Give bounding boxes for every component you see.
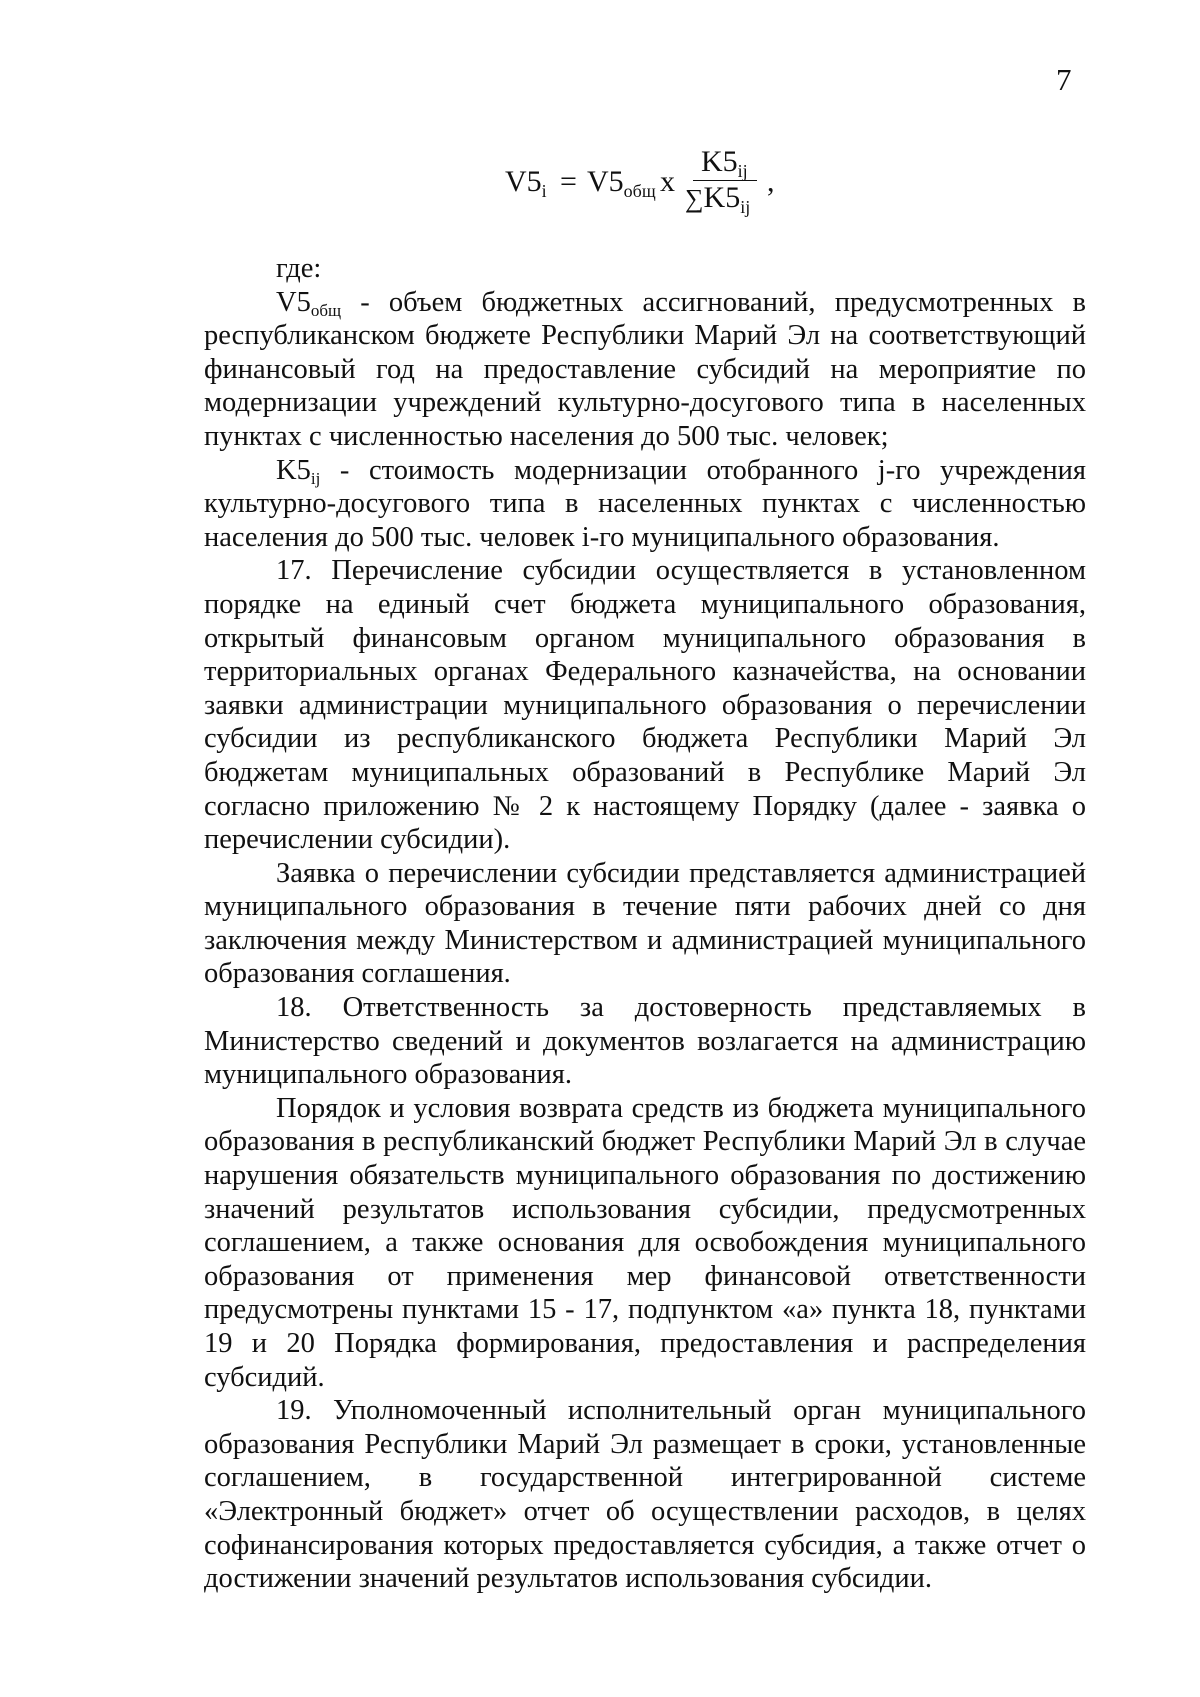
formula-total: $V5_{общ}$	[587, 165, 656, 201]
symbol-v5: $V5_{общ}$	[276, 286, 342, 320]
formula-times: x	[660, 165, 675, 198]
paragraph-refund-procedure: Порядок и условия возврата средств из бюджета муниципального образования в республиканский бюджет Республики Марий Эл в случае нарушения обязательств муниципального образования по достижению значений результатов использования субсидии, предусмотренных соглашением, а также основания для освобождения муниципального образования от применения мер финансовой ответственности предусмотрены пунктами 15 - 17, подпунктом «а» пункта 18, пунктами 19 и 20 Порядка формирования, предоставления и распределения субсидий.	[204, 1092, 1086, 1393]
paragraph-19: 19. Уполномоченный исполнительный орган муниципального образования Республики Марий Эл размещает в сроки, установленные соглашением, в государственной интегрированной системе «Электронный бюджет» отчет об осуществлении расходов, в целях софинансирования которых предоставляется субсидия, а также отчет о достижении значений результатов использования субсидии.	[204, 1395, 1086, 1595]
body-text	[204, 252, 1086, 1596]
sum-sign: ∑	[685, 184, 704, 213]
formula-comma: ,	[767, 165, 775, 198]
paragraph-18: 18. Ответственность за достоверность представляемых в Министерство сведений и документов возлагается на администрацию муниципального образования.	[204, 992, 1086, 1091]
definition-v5: $V5_{общ}$ - объем бюджетных ассигнований, предусмотренных в республиканском бюджете Республики Марий Эл на соответствующий финансовый год на предоставление субсидий на мероприятие по модернизации учреждений культурно-досугового типа в населенных пунктах с численностью населения до 500 тыс. человек;	[204, 286, 1086, 452]
formula-equals: =	[560, 165, 577, 198]
symbol-k5: $K5_{ij}$	[276, 454, 321, 488]
paragraph-17: 17. Перечисление субсидии осуществляется в установленном порядке на единый счет бюджета муниципального образования, открытый финансовым органом муниципального образования в территориальных органах Федерального казначейства, на основании заявки администрации муниципального образования о перечислении субсидии из республиканского бюджета Республики Марий Эл бюджетам муниципальных образований в Республике Марий Эл согласно приложению № 2 к настоящему Порядку (далее - заявка о перечислении субсидии).	[204, 555, 1086, 856]
formula-lhs: $V5_i$	[505, 165, 547, 201]
where-label: где:	[276, 253, 322, 284]
paragraph-application: Заявка о перечислении субсидии представляется администрацией муниципального образования в течение пяти рабочих дней со дня заключения между Министерством и администрацией муниципального образования соглашения.	[204, 857, 1086, 990]
formula-denominator: $\sum K5_{ij}$	[685, 181, 751, 217]
formula-numerator: $K5_{ij}$	[701, 145, 748, 181]
definition-k5: $K5_{ij}$ - стоимость модернизации отобранного j-го учреждения культурно-досугового типа в населенных пунктах с численностью населения до 500 тыс. человек i-го муниципального образования.	[204, 454, 1086, 553]
page-number: 7	[1056, 62, 1072, 97]
